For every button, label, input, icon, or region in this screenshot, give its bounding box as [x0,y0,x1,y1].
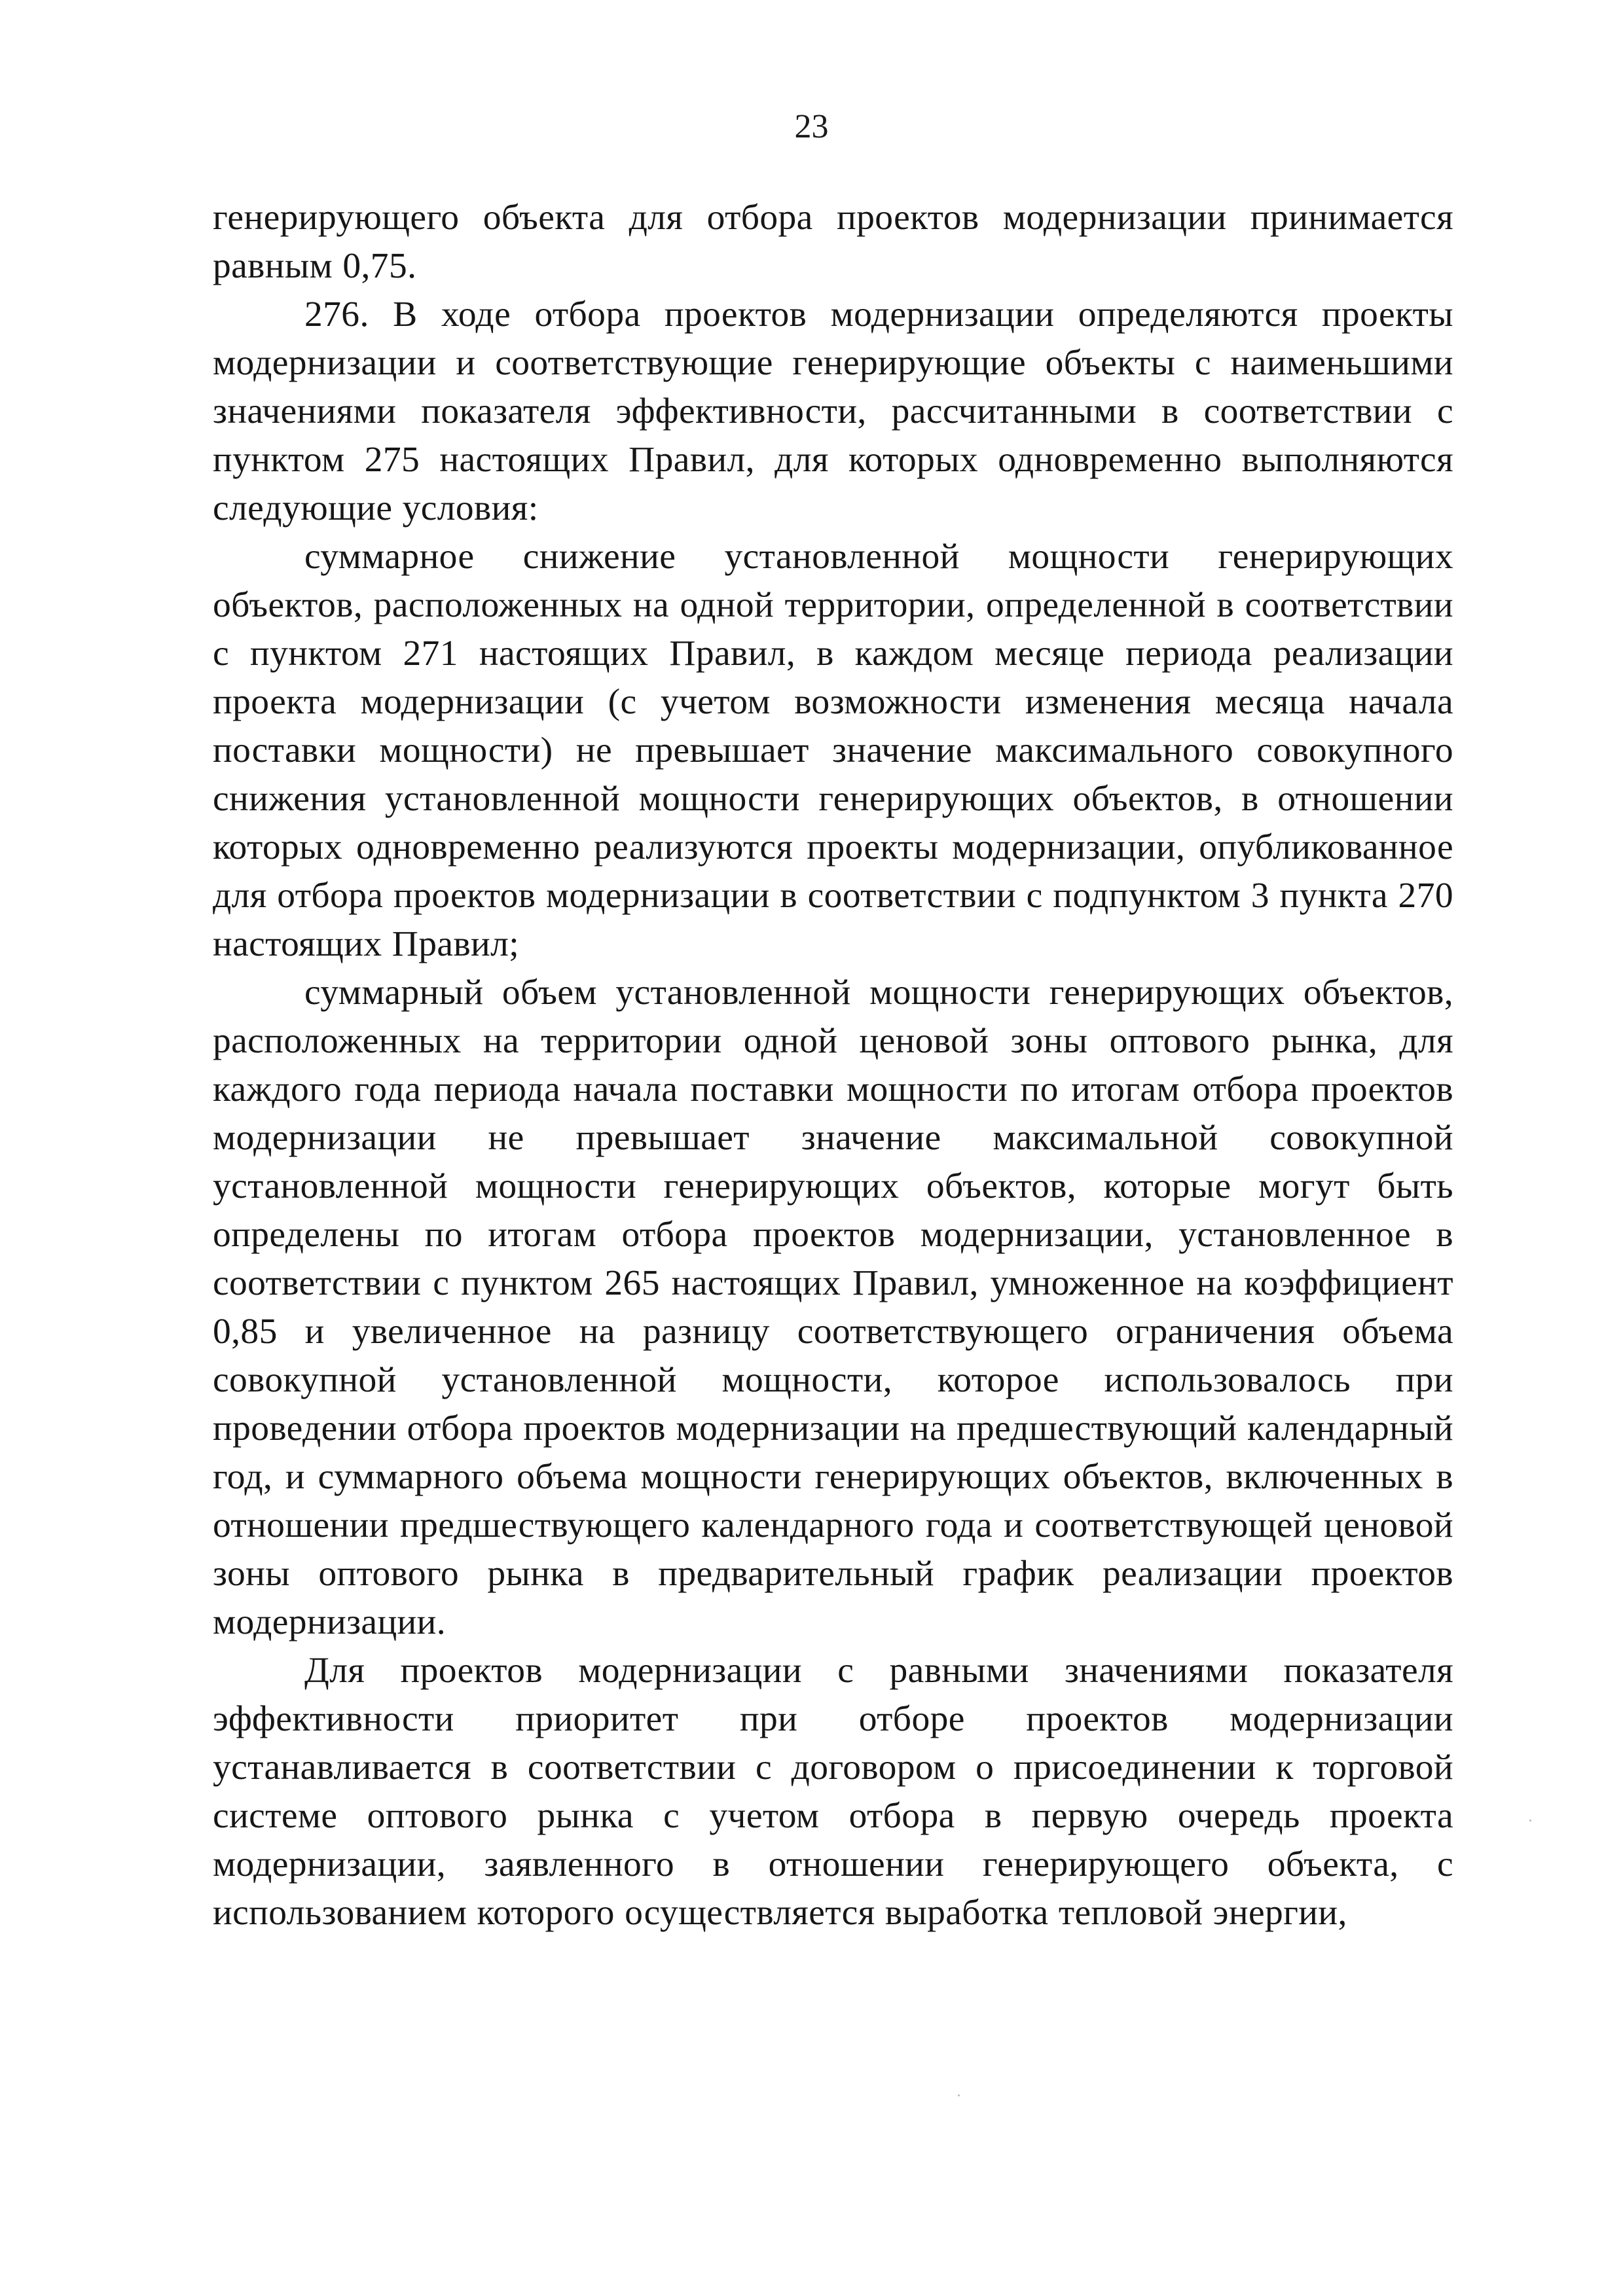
document-body [213,194,1453,1937]
paragraph-continuation: генерирующего объекта для отбора проектов модернизации принимается равным 0,75. [213,198,1453,286]
paragraph-priority: Для проектов модернизации с равными значениями показателя эффективности приоритет при отборе проектов модернизации устанавливается в соответствии с договором о присоединении к торговой системе оптового рынка с учетом отбора в первую очередь проекта модернизации, заявленного в отношении генерирующего объекта, с использованием которого осуществляется выработка тепловой энергии, [213,1651,1453,1933]
paragraph-clause-276: 276. В ходе отбора проектов модернизации определяются проекты модернизации и соответствующие генерирующие объекты с наименьшими значениями показателя эффективности, рассчитанными в соответствии с пунктом 275 настоящих Правил, для которых одновременно выполняются следующие условия: [213,295,1453,528]
paragraph-condition-capacity-reduction: суммарное снижение установленной мощности генерирующих объектов, расположенных на одной территории, определенной в соответствии с пунктом 271 настоящих Правил, в каждом месяце периода реализации проекта модернизации (с учетом возможности изменения месяца начала поставки мощности) не превышает значение максимального совокупного снижения установленной мощности генерирующих объектов, в отношении которых одновременно реализуются проекты модернизации, опубликованное для отбора проектов модернизации в соответствии с подпунктом 3 пункта 270 настоящих Правил; [213,537,1453,964]
page-number: 23 [794,108,829,145]
scan-speck [1529,1820,1531,1821]
paragraph-condition-capacity-volume: суммарный объем установленной мощности генерирующих объектов, расположенных на территории одной ценовой зоны оптового рынка, для каждого года периода начала поставки мощности по итогам отбора проектов модернизации не превышает значение максимальной совокупной установленной мощности генерирующих объектов, которые могут быть определены по итогам отбора проектов модернизации, установленное в соответствии с пунктом 265 настоящих Правил, умноженное на коэффициент 0,85 и увеличенное на разницу соответствующего ограничения объема совокупной установленной мощности, которое использовалось при проведении отбора проектов модернизации на предшествующий календарный год, и суммарного объема мощности генерирующих объектов, включенных в отношении предшествующего календарного года и соответствующей ценовой зоны оптового рынка в предварительный график реализации проектов модернизации. [213,973,1453,1642]
scan-speck [958,2094,960,2096]
